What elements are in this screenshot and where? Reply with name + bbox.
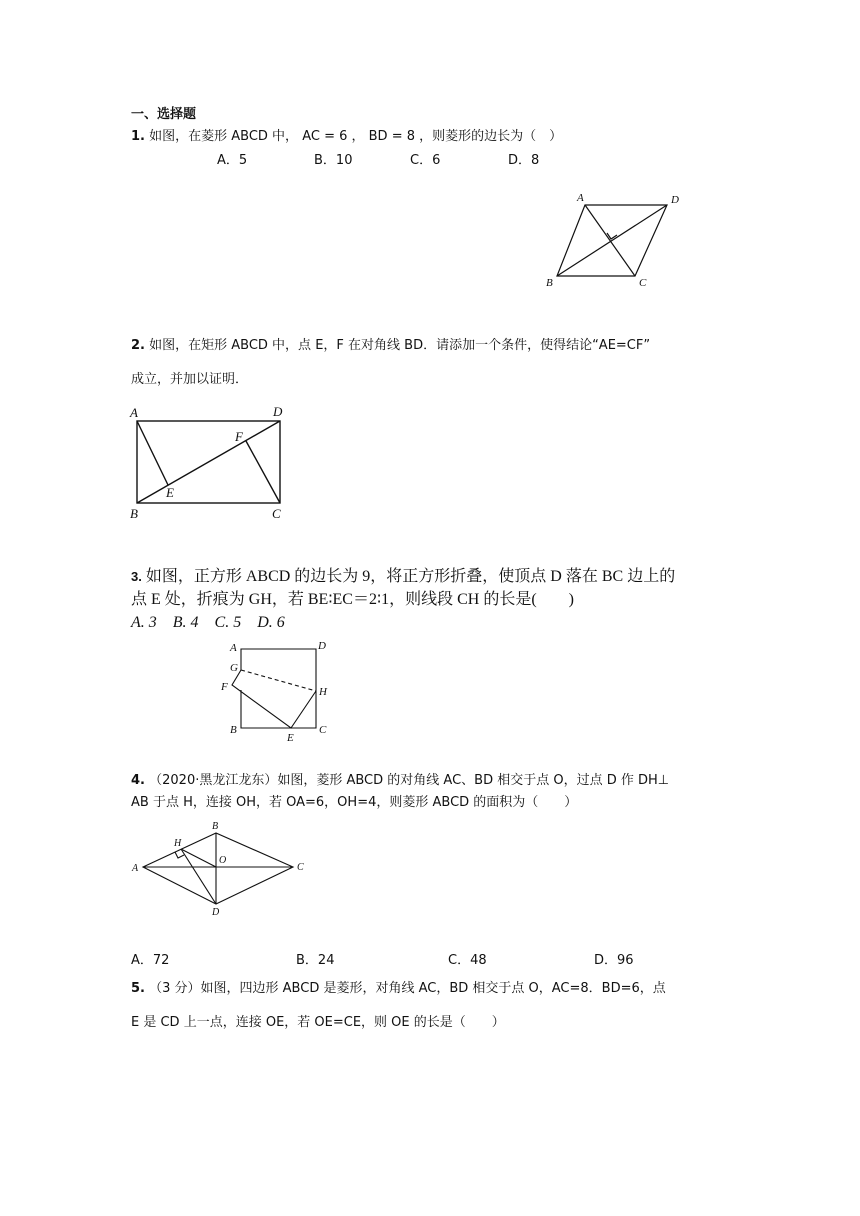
label-b: B [212,821,219,832]
question-number: 3. [131,569,142,584]
question-5-line2: E 是 CD 上一点，连接 OE，若 OE=CE，则 OE 的长是（ ） [131,1015,505,1030]
label-c: C [639,277,647,289]
label-c: C [272,506,281,521]
question-2-line2: 成立，并加以证明． [131,372,249,387]
question-number: 5. [131,981,145,996]
q4-option-c: C．48 [448,953,487,968]
question-line: 如图，在矩形 ABCD 中，点 E，F 在对角线 BD．请添加一个条件，使得结论“AE=CF” [149,338,651,353]
question-line: 如图，正方形 ABCD 的边长为 9，将正方形折叠，使顶点 D 落在 BC 边上的 [145,568,676,585]
label-e: E [287,732,294,744]
q4-option-b: B．24 [296,953,335,968]
label-o: O [219,855,227,866]
label-a: A [577,192,584,204]
label-d: D [318,640,326,652]
q4-option-a: A．72 [131,953,170,968]
label-b: B [130,506,138,521]
label-b: B [546,277,553,289]
label-d: D [212,907,220,918]
label-f: F [235,429,243,444]
q1-option-d: D．8 [508,153,540,168]
label-a: A [130,405,138,420]
question-stem: 如图，在菱形 ABCD 中， AC = 6 ， BD = 8 ，则菱形的边长为（ ） [149,129,563,144]
question-line: （2020·黑龙江龙东）如图，菱形 ABCD 的对角线 AC、BD 相交于点 O，过点 D 作 DH⊥ [149,773,670,788]
question-3 [131,566,675,588]
q1-option-a: A．5 [217,153,248,168]
question-3-options: A. 3 B. 4 C. 5 D. 6 [131,614,285,631]
label-g: G [230,662,238,674]
question-2 [131,337,650,355]
question-1 [131,128,562,146]
label-h: H [174,838,182,849]
section-title: 一、选择题 [131,107,197,122]
label-h: H [319,686,327,698]
label-a: A [230,642,237,654]
label-d: D [671,194,679,206]
q4-option-d: D．96 [594,953,634,968]
question-line: （3 分）如图，四边形 ABCD 是菱形，对角线 AC，BD 相交于点 O，AC=8．BD=6，点 [149,981,666,996]
question-number: 4. [131,773,145,788]
question-4-line2: AB 于点 H，连接 OH，若 OA=6，OH=4，则菱形 ABCD 的面积为（ ） [131,795,578,810]
label-b: B [230,724,237,736]
question-5 [131,980,666,998]
label-e: E [166,485,174,500]
label-c: C [297,862,304,873]
question-3-line2: 点 E 处，折痕为 GH，若 BE∶EC＝2∶1，则线段 CH 的长是( ) [131,591,574,608]
q1-option-b: B．10 [314,153,353,168]
question-number: 1. [131,129,145,144]
label-a: A [132,863,139,874]
question-number: 2. [131,338,145,353]
q1-option-c: C．6 [410,153,441,168]
question-4 [131,772,669,790]
label-c: C [319,724,327,736]
label-d: D [273,404,283,419]
label-f: F [221,681,228,693]
